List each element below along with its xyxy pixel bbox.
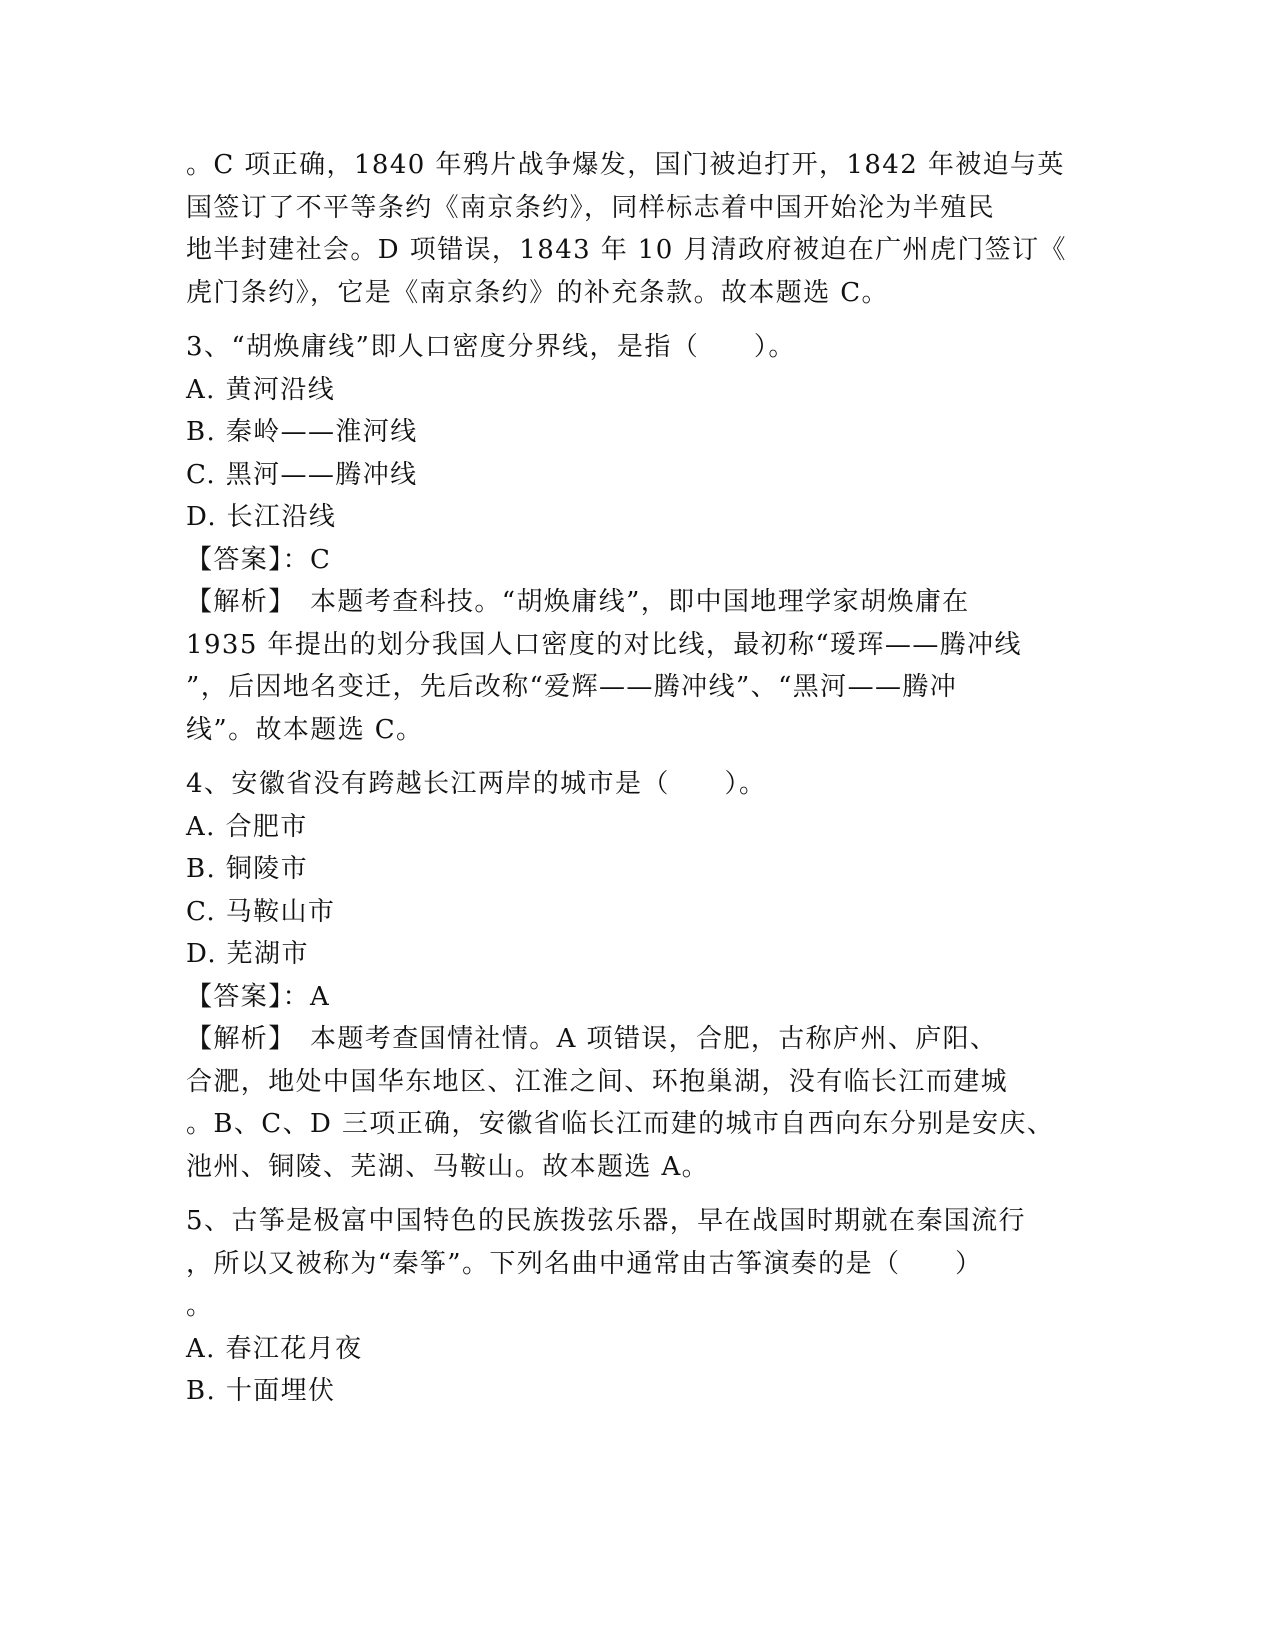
- text-line: 地半封建社会。D 项错误，1843 年 10 月清政府被迫在广州虎门签订《: [186, 235, 1067, 265]
- question-4: [186, 763, 1055, 1188]
- option-d: D. 长江沿线: [186, 502, 337, 532]
- text-line: 虎门条约》，它是《南京条约》的补充条款。故本题选 C。: [186, 277, 889, 308]
- analysis-line: 合淝，地处中国华东地区、江淮之间、环抱巢湖，没有临长江而建城: [186, 1066, 1009, 1097]
- answer-line: 【答案】：A: [186, 981, 331, 1012]
- text-line: 国签订了不平等条约《南京条约》，同样标志着中国开始沦为半殖民: [186, 192, 996, 223]
- analysis-line: 池州、铜陵、芜湖、马鞍山。故本题选 A。: [186, 1151, 710, 1182]
- question-3: [186, 326, 1046, 751]
- question-stem: 3、“胡焕庸线”即人口密度分界线，是指（ ）。: [186, 332, 796, 362]
- analysis-line: 【解析】 本题考查科技。“胡焕庸线”，即中国地理学家胡焕庸在: [186, 587, 970, 617]
- question-stem: 4、安徽省没有跨越长江两岸的城市是（ ）。: [186, 769, 767, 799]
- option-b: B. 十面埋伏: [186, 1376, 336, 1406]
- option-c: C. 马鞍山市: [186, 896, 336, 927]
- analysis-line: ”，后因地名变迁，先后改称“爱辉——腾冲线”、“黑河——腾冲: [186, 672, 958, 702]
- question-stem: 。: [186, 1291, 214, 1321]
- option-c: C. 黑河——腾冲线: [186, 459, 418, 490]
- analysis-line: 线”。故本题选 C。: [186, 714, 424, 745]
- text-line: 。C 项正确，1840 年鸦片战争爆发，国门被迫打开，1842 年被迫与英: [186, 150, 1065, 180]
- previous-analysis-continuation: [186, 144, 1067, 314]
- analysis-line: 【解析】 本题考查国情社情。A 项错误，合肥，古称庐州、庐阳、: [186, 1024, 998, 1054]
- option-b: B. 铜陵市: [186, 854, 309, 884]
- option-d: D. 芜湖市: [186, 939, 309, 969]
- analysis-line: 1935 年提出的划分我国人口密度的对比线，最初称“瑷珲——腾冲线: [186, 629, 1022, 660]
- document-content: [186, 144, 1067, 1413]
- option-a: A. 黄河沿线: [186, 374, 336, 405]
- question-stem: ，所以又被称为“秦筝”。下列名曲中通常由古筝演奏的是（ ）: [186, 1248, 983, 1279]
- option-a: A. 合肥市: [186, 811, 308, 842]
- question-stem: 5、古筝是极富中国特色的民族拨弦乐器，早在战国时期就在秦国流行: [186, 1206, 1026, 1236]
- analysis-line: 。B、C、D 三项正确，安徽省临长江而建的城市自西向东分别是安庆、: [186, 1109, 1055, 1139]
- option-a: A. 春江花月夜: [186, 1333, 363, 1364]
- question-5: [186, 1200, 1046, 1413]
- answer-line: 【答案】：C: [186, 544, 332, 575]
- option-b: B. 秦岭——淮河线: [186, 417, 418, 447]
